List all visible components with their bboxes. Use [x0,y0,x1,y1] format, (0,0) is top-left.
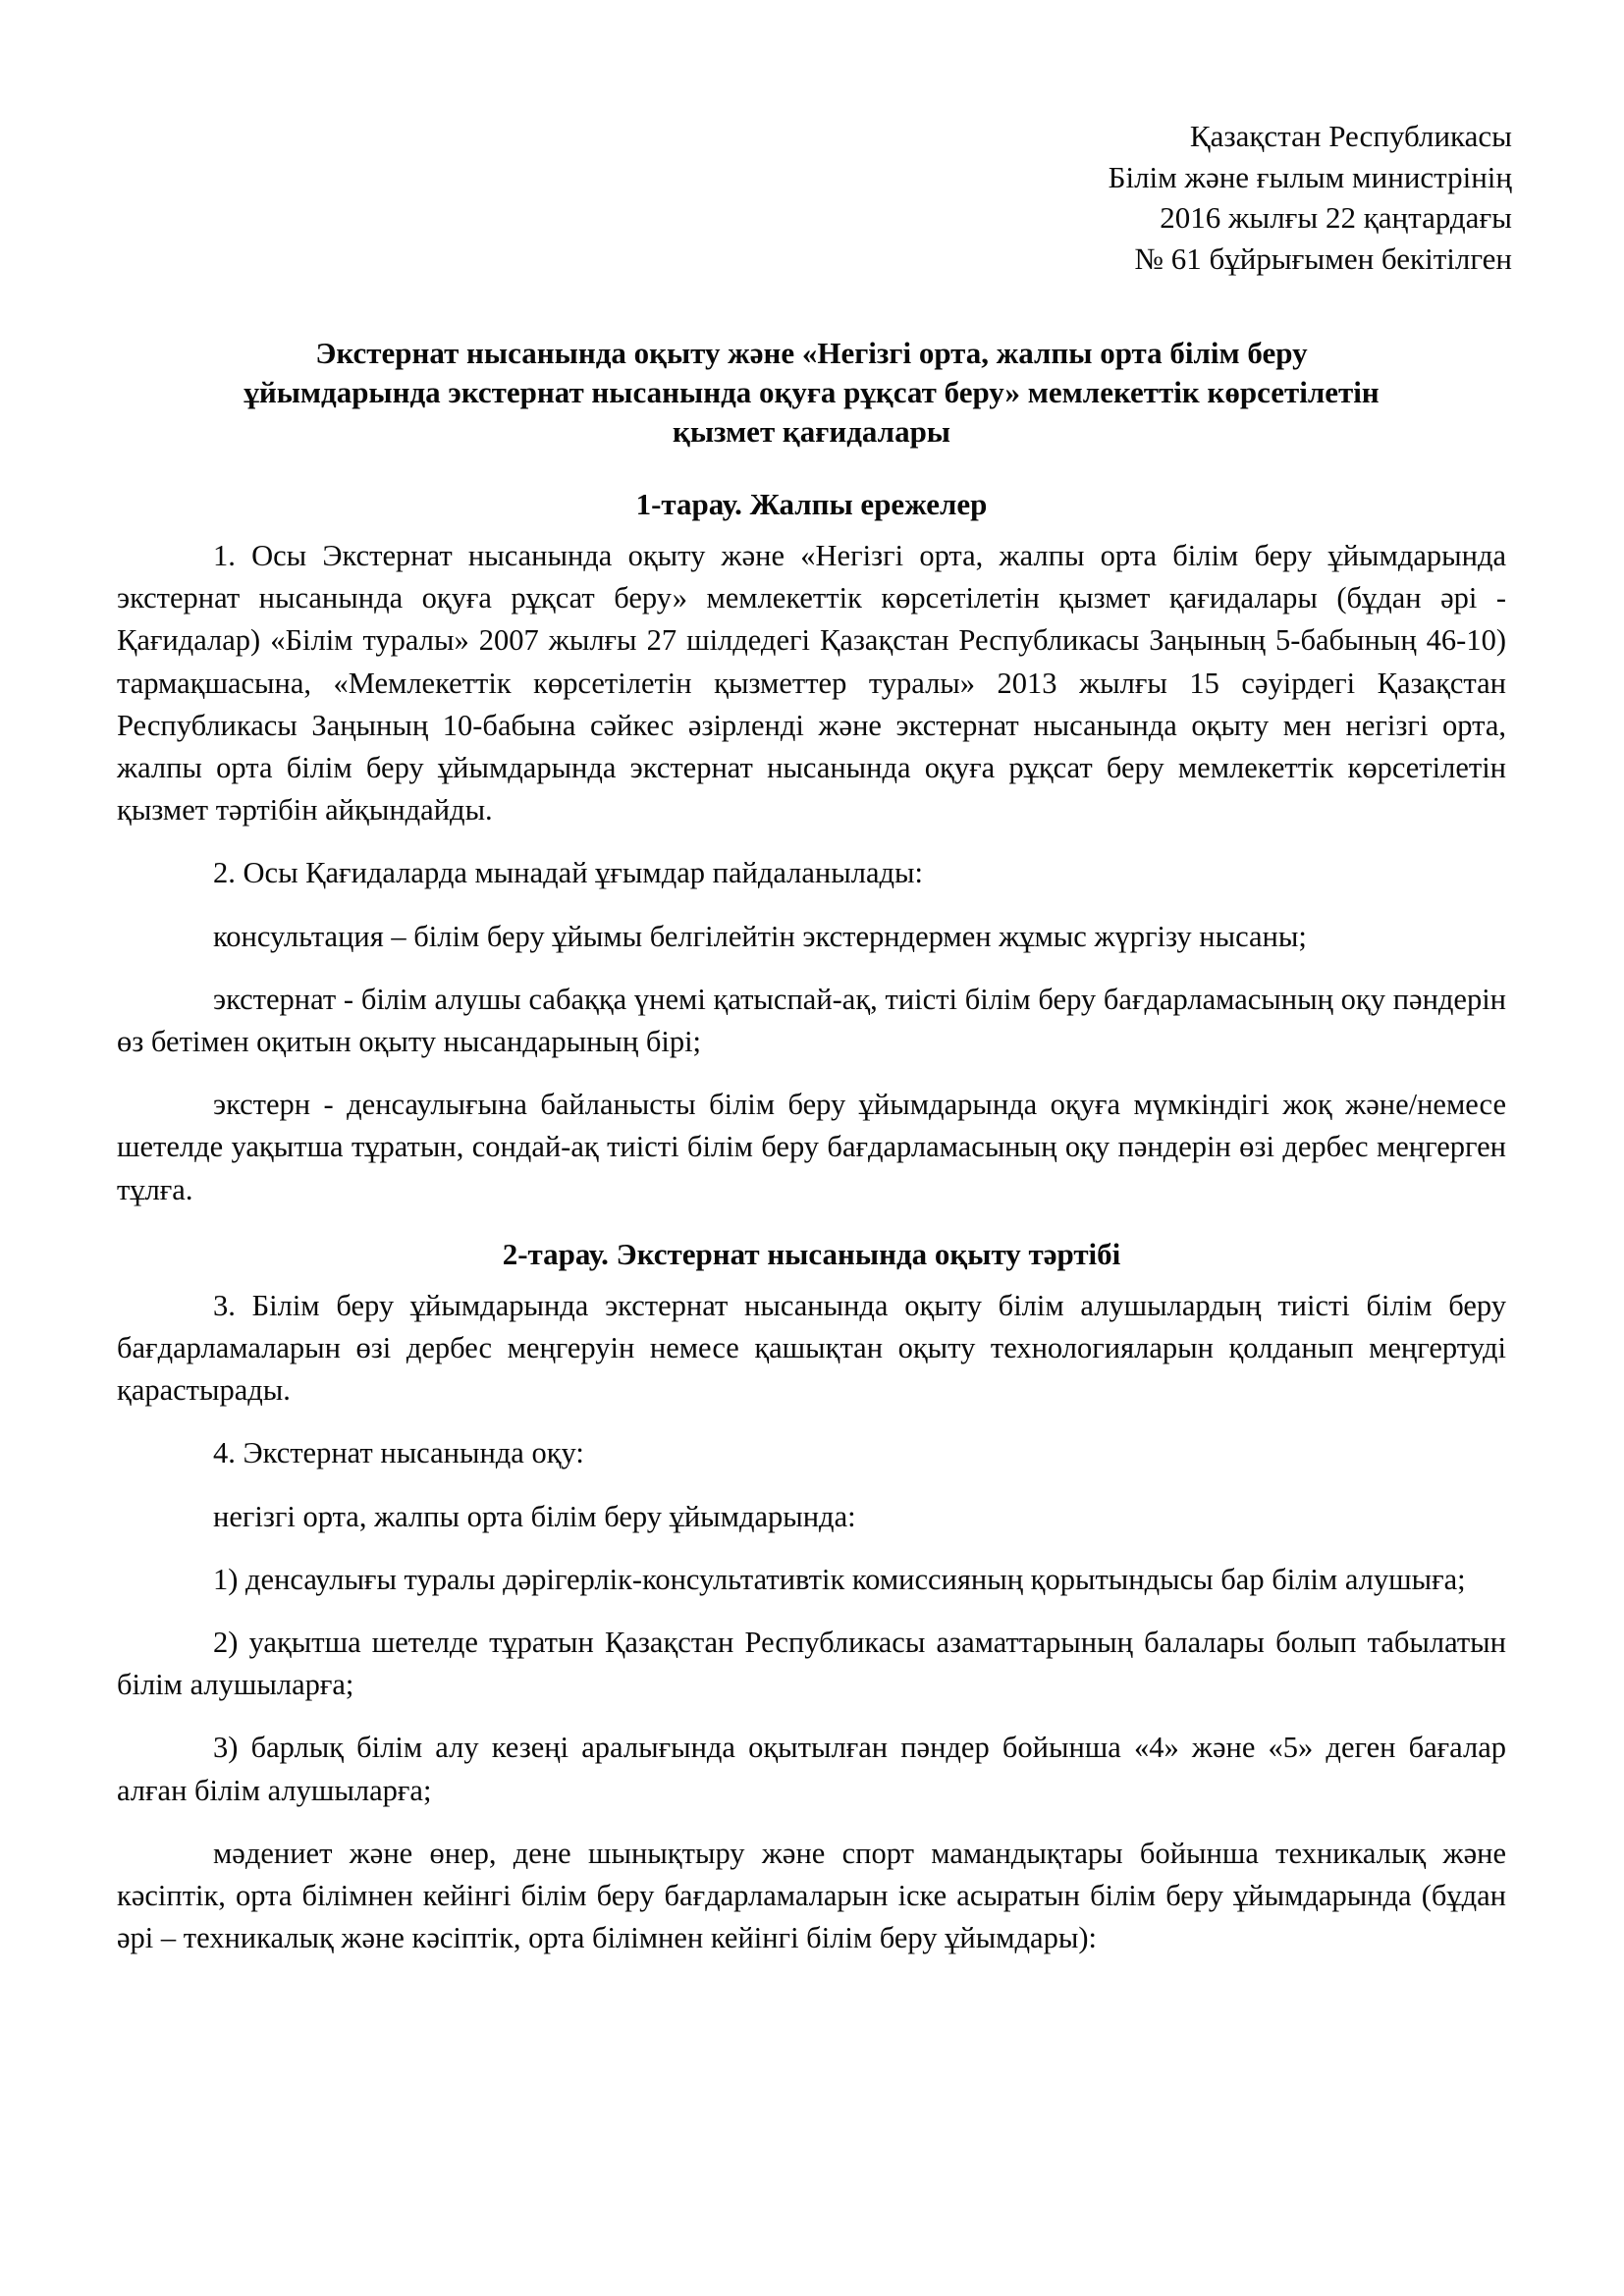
paragraph-3: 3. Білім беру ұйымдарында экстернат нысанында оқыту білім алушылардың тиісті білім беру бағдарламаларын өзі дербес меңгеруін немесе қашықтан оқыту технологияларын қолданып меңгертуді қарастырады. [117,1288,1506,1408]
definition-extern: экстерн - денсаулығына байланысты білім беру ұйымдарында оқуға мүмкіндігі жоқ және/немесе шетелде уақытша тұратын, сондай-ақ тиісті білім беру бағдарламасының оқу пәндерін өзі дербес меңгерген тұлға. [117,1088,1506,1206]
list-item-1: 1) денсаулығы туралы дәрігерлік-консультативтік комиссияның қорытындысы бар білім алушыға; [213,1562,1466,1596]
definition-externat: экстернат - білім алушы сабаққа үнемі қатыспай-ақ, тиісті білім беру бағдарламасының оқу пәндерін өз бетімен оқитын оқыту нысандарының бірі; [117,982,1506,1059]
document-body [117,334,1506,1980]
list-item-2: 2) уақытша шетелде тұратын Қазақстан Республикасы азаматтарының балалары болып табылатын білім алушыларға; [117,1626,1506,1702]
approval-line: 2016 жылғы 22 қаңтардағы [1160,200,1512,235]
document-title [117,334,1506,452]
paragraph-2: 2. Осы Қағидаларда мынадай ұғымдар пайдаланылады: [213,856,923,890]
approval-line: № 61 бұйрығымен бекітілген [1134,240,1512,276]
approval-line: Қазақстан Республикасы [1189,119,1512,153]
paragraph-4: 4. Экстернат нысанында оқу: [213,1436,584,1470]
approval-stamp [1109,116,1512,279]
paragraph-1: 1. Осы Экстернат нысанында оқыту және «Негізгі орта, жалпы орта білім беру ұйымдарында экстернат нысанында оқуға рұқсат беру» мемлекеттік көрсетілетін қызмет қағидалары (бұдан әрі - Қағидалар) «Білім туралы» 2007 жылғы 27 шілдедегі Қазақстан Республикасы Заңының 5-бабының 46-10) тармақшасына, «Мемлекеттік көрсетілетін қызметтер туралы» 2013 жылғы 15 сәуірдегі Қазақстан Республикасы Заңының 10-бабына сәйкес әзірленді және экстернат нысанында оқыту мен негізгі орта, жалпы орта білім беру ұйымдарында экстернат нысанында оқуға рұқсат беру мемлекеттік көрсетілетін қызмет тәртібін айқындайды. [117,539,1506,828]
title-line: ұйымдарында экстернат нысанында оқуға рұқсат беру» мемлекеттік көрсетілетін [244,375,1380,409]
approval-line: Білім және ғылым министрінің [1108,159,1512,194]
chapter-heading: 2-тарау. Экстернат нысанында оқыту тәртібі [502,1236,1121,1271]
paragraph-technical-vocational: мәдениет және өнер, дене шынықтыру және спорт мамандықтары бойынша техникалық және кәсіптік, орта білімнен кейінгі білім беру бағдарламаларын іске асыратын білім беру ұйымдарында (бұдан әрі – техникалық және кәсіптік, орта білімнен кейінгі білім беру ұйымдары): [117,1836,1506,1955]
paragraph-4-intro: негізгі орта, жалпы орта білім беру ұйымдарында: [213,1499,856,1533]
title-line: қызмет қағидалары [672,414,951,449]
list-item-3: 3) барлық білім алу кезеңі аралығында оқытылған пәндер бойынша «4» және «5» деген бағалар алған білім алушыларға; [117,1731,1506,1807]
chapter-1 [117,483,1506,1211]
definition-consultation: консультация – білім беру ұйымы белгілейтін экстерндермен жұмыс жүргізу нысаны; [213,919,1307,953]
chapter-2 [117,1233,1506,1960]
chapter-heading: 1-тарау. Жалпы ережелер [635,487,988,521]
title-line: Экстернат нысанында оқыту және «Негізгі орта, жалпы орта білім беру [315,336,1308,370]
